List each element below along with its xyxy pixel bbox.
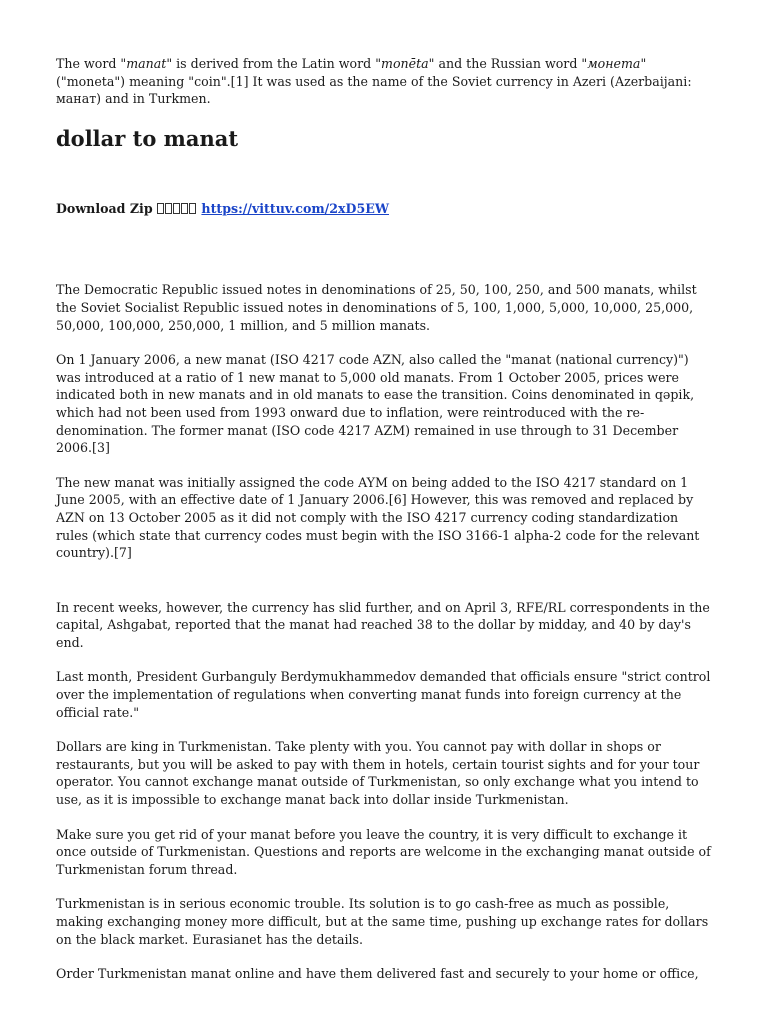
intro-text-2: " is derived from the Latin word " <box>166 56 381 71</box>
body-paragraph: Last month, President Gurbanguly Berdymukhammedov demanded that officials ensure "strict control over the implementation of regulations when converting manat funds into foreign currency at the official rate." <box>56 669 711 720</box>
missing-glyph-box <box>157 203 164 214</box>
missing-glyph-icons <box>157 200 197 218</box>
missing-glyph-box <box>181 203 188 214</box>
intro-paragraph <box>56 55 714 108</box>
intro-text-4: " ("moneta") meaning "coin".[1] It was used as the name of the Soviet currency in Azeri (Azerbaijani: манат) and in Turkmen. <box>56 56 692 107</box>
intro-italic-moneta-russian: монета <box>587 56 641 71</box>
download-line <box>56 200 714 218</box>
missing-glyph-box <box>165 203 172 214</box>
missing-glyph-box <box>189 203 196 214</box>
body-paragraph: Make sure you get rid of your manat before you leave the country, it is very difficult to exchange it once outside of Turkmenistan. Questions and reports are welcome in the exchanging manat outside of Turkmenistan forum thread. <box>56 826 711 877</box>
body-paragraph: Turkmenistan is in serious economic trouble. Its solution is to go cash-free as much as possible, making exchanging money more difficult, but at the same time, pushing up exchange rates for dollars on the black market. Eurasianet has the details. <box>56 896 709 947</box>
body-paragraph: Order Turkmenistan manat online and have them delivered fast and securely to your home or office, <box>56 966 699 982</box>
body-paragraph: The new manat was initially assigned the code AYM on being added to the ISO 4217 standard on 1 June 2005, with an effective date of 1 January 2006.[6] However, this was removed and replaced by AZN on 13 October 2005 as it did not comply with the ISO 4217 currency coding standardization rules (which state that currency codes must begin with the ISO 3166-1 alpha-2 code for the relevant country).[7] <box>56 474 700 561</box>
body-paragraph: In recent weeks, however, the currency has slid further, and on April 3, RFE/RL correspondents in the capital, Ashgabat, reported that the manat had reached 38 to the dollar by midday, and 40 by day's end. <box>56 599 710 650</box>
body-paragraph: On 1 January 2006, a new manat (ISO 4217 code AZN, also called the "manat (national currency)") was introduced at a ratio of 1 new manat to 5,000 old manats. From 1 October 2005, prices were indicated both in new manats and in old manats to ease the transition. Coins denominated in qəpik, which had not been used from 1993 onward due to inflation, were reintroduced with the re-denomination. The former manat (ISO code 4217 AZM) remained in use through to 31 December 2006.[3] <box>56 352 695 456</box>
download-label: Download Zip <box>56 200 153 216</box>
body-paragraph: Dollars are king in Turkmenistan. Take plenty with you. You cannot pay with dollar in shops or restaurants, but you will be asked to pay with them in hotels, certain tourist sights and for your tour operator. You cannot exchange manat outside of Turkmenistan, so only exchange what you intend to use, as it is impossible to exchange manat back into dollar inside Turkmenistan. <box>56 739 700 808</box>
download-link[interactable]: https://vittuv.com/2xD5EW <box>201 200 389 216</box>
missing-glyph-box <box>173 203 180 214</box>
intro-text-1: The word " <box>56 56 127 71</box>
page-heading: dollar to manat <box>56 125 239 151</box>
article-body <box>56 281 714 982</box>
intro-text-3: " and the Russian word " <box>428 56 588 71</box>
body-paragraph: The Democratic Republic issued notes in denominations of 25, 50, 100, 250, and 500 manats, whilst the Soviet Socialist Republic issued notes in denominations of 5, 100, 1,000, 5,000, 10,000, 25,000, 50,000, 100,000, 250,000, 1 million, and 5 million manats. <box>56 282 697 333</box>
intro-italic-moneta-latin: monēta <box>381 56 429 71</box>
intro-italic-manat: manat <box>126 56 167 71</box>
